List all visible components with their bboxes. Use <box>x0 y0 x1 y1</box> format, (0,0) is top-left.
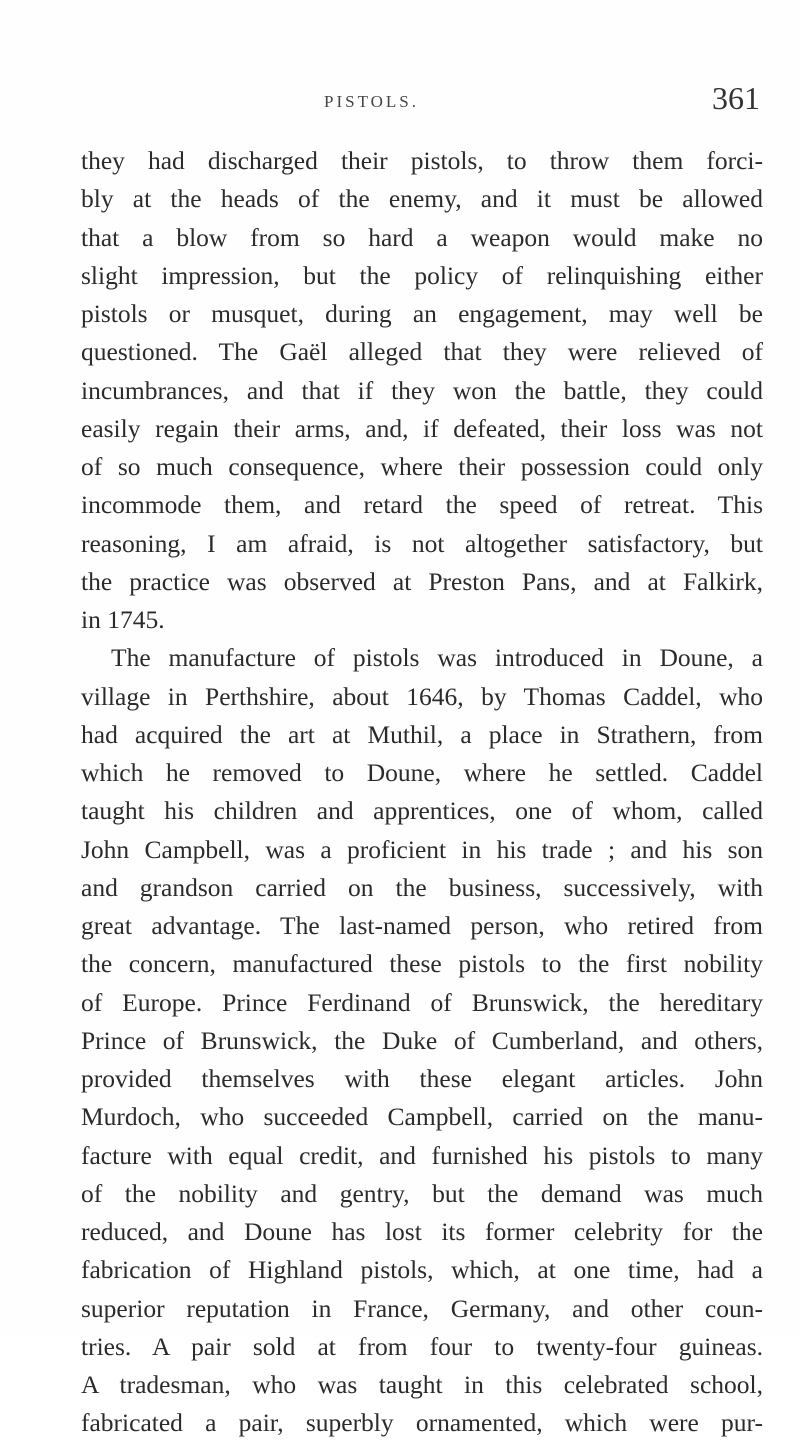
text-line: taught his children and apprentices, one of whom, called <box>81 796 763 826</box>
text-line: The manufacture of pistols was introduced in Doune, a <box>111 643 763 673</box>
text-line: pistols or musquet, during an engagement, may well be <box>81 299 763 328</box>
text-line: had acquired the art at Muthil, a place in Strathern, from <box>81 719 763 749</box>
text-line: reduced, and Doune has lost its former celebrity for the <box>81 1217 763 1246</box>
text-line: facture with equal credit, and furnished his pistols to many <box>81 1140 763 1170</box>
text-line: fabricated a pair, superbly ornamented, which were pur- <box>81 1408 763 1438</box>
text-line: incumbrances, and that if they won the battle, they could <box>81 375 763 405</box>
text-line: reasoning, I am afraid, is not altogether satisfactory, but <box>81 528 763 558</box>
text-line: they had discharged their pistols, to throw them forci- <box>81 146 763 175</box>
text-line: Murdoch, who succeeded Campbell, carried on the manu- <box>81 1102 763 1132</box>
running-title: PISTOLS. <box>324 92 420 111</box>
text-line: that a blow from so hard a weapon would make no <box>81 222 763 252</box>
text-line: of the nobility and gentry, but the demand was much <box>81 1178 763 1208</box>
page-number: 361 <box>712 80 760 116</box>
running-head <box>80 80 760 128</box>
text-line: tries. A pair sold at from four to twenty-four guineas. <box>81 1331 763 1361</box>
text-line: A tradesman, who was taught in this celebrated school, <box>81 1370 763 1399</box>
text-line: fabrication of Highland pistols, which, at one time, had a <box>81 1255 763 1285</box>
text-line: village in Perthshire, about 1646, by Thomas Caddel, who <box>81 681 763 711</box>
text-line: and grandson carried on the business, successively, with <box>81 872 763 902</box>
text-line: the practice was observed at Preston Pans, and at Falkirk, <box>81 566 763 596</box>
text-line: superior reputation in France, Germany, and other coun- <box>81 1293 763 1323</box>
text-line: slight impression, but the policy of relinquishing either <box>81 260 763 290</box>
text-line: which he removed to Doune, where he settled. Caddel <box>81 758 763 787</box>
text-line: in 1745. <box>81 605 165 634</box>
text-line: Prince of Brunswick, the Duke of Cumberland, and others, <box>81 1025 763 1055</box>
text-line: John Campbell, was a proficient in his trade ; and his son <box>81 834 763 864</box>
text-line: of Europe. Prince Ferdinand of Brunswick, the hereditary <box>81 987 763 1017</box>
text-line: great advantage. The last-named person, who retired from <box>81 911 763 940</box>
text-line: bly at the heads of the enemy, and it must be allowed <box>81 184 763 214</box>
text-line: questioned. The Gaël alleged that they were relieved of <box>81 337 763 367</box>
text-line: provided themselves with these elegant articles. John <box>81 1064 763 1093</box>
body-text <box>81 142 763 1443</box>
text-line: of so much consequence, where their possession could only <box>81 452 763 481</box>
text-line: the concern, manufactured these pistols to the first nobility <box>81 949 763 979</box>
text-line: easily regain their arms, and, if defeated, their loss was not <box>81 413 763 443</box>
text-line: incommode them, and retard the speed of retreat. This <box>81 490 763 520</box>
